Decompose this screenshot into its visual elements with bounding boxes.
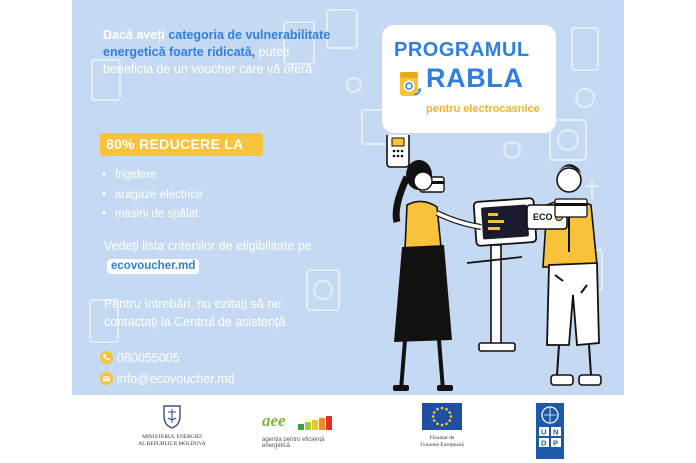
- eu-flag-icon: [422, 403, 462, 430]
- shopping-illustration: [307, 135, 624, 395]
- ministry-logo: MINISTERUL ENERGIEI AL REPUBLICII MOLDOVA: [132, 403, 212, 448]
- svg-text:aee: aee: [262, 411, 286, 430]
- ecovoucher-link[interactable]: ecovoucher.md: [107, 259, 199, 274]
- partner-logos: [0, 395, 696, 463]
- program-badge: [382, 25, 556, 133]
- list-item: • aragaze electrice: [102, 186, 203, 206]
- list-item: • frigidere: [102, 166, 203, 186]
- undp-letter: P: [553, 438, 559, 448]
- woman-figure: [393, 160, 481, 391]
- phone-row[interactable]: [100, 350, 180, 366]
- undp-logo-icon: [536, 403, 564, 459]
- energy-vulnerability-level: energetică foarte ridicată,: [103, 45, 256, 59]
- aee-wordmark-icon: [262, 410, 342, 432]
- discount-banner: 80% REDUCERE LA: [100, 133, 263, 156]
- eu-logo: Finanțat de Uniunea Europeană: [414, 403, 470, 449]
- badge-subtitle: pentru electrocasnice: [426, 103, 540, 115]
- undp-letter: N: [553, 427, 559, 437]
- ministry-coat-of-arms-icon: [161, 403, 183, 429]
- kiosk-terminal: [467, 198, 536, 351]
- phone-number: 080055005: [117, 351, 180, 365]
- undp-letter: U: [541, 427, 547, 437]
- email-address: info@ecovoucher.md: [117, 372, 235, 386]
- badge-title-rabla: RABLA: [426, 63, 524, 93]
- email-icon: [100, 372, 113, 385]
- list-item: • mașini de spălat: [102, 205, 203, 225]
- email-row[interactable]: [100, 371, 235, 387]
- poster: [72, 0, 624, 395]
- appliance-list: [102, 166, 203, 225]
- svg-text:ECO: ECO: [533, 212, 553, 222]
- criteria-text: Vedeți lista criteriilor de eligibilitate pe ecovoucher.md: [104, 239, 312, 272]
- washing-machine-icon: [398, 70, 422, 100]
- undp-logo: [535, 403, 565, 463]
- man-figure: [527, 164, 601, 385]
- undp-letter: D: [541, 438, 547, 448]
- payment-terminal-icon: [387, 135, 409, 167]
- aee-logo: aee agenția pentru eficiență energetică: [262, 410, 342, 449]
- contact-text: Pentru întrebări, nu ezitați să ne contactați la Centrul de asistență: [104, 297, 286, 329]
- vulnerability-category: categoria de vulnerabilitate: [168, 28, 331, 42]
- phone-icon: [100, 351, 113, 364]
- intro-text: Dacă aveți categoria de vulnerabilitate energetică foarte ridicată, puteți beneficia de un voucher care vă oferă: [103, 28, 331, 76]
- badge-title-programul: PROGRAMUL: [394, 39, 530, 61]
